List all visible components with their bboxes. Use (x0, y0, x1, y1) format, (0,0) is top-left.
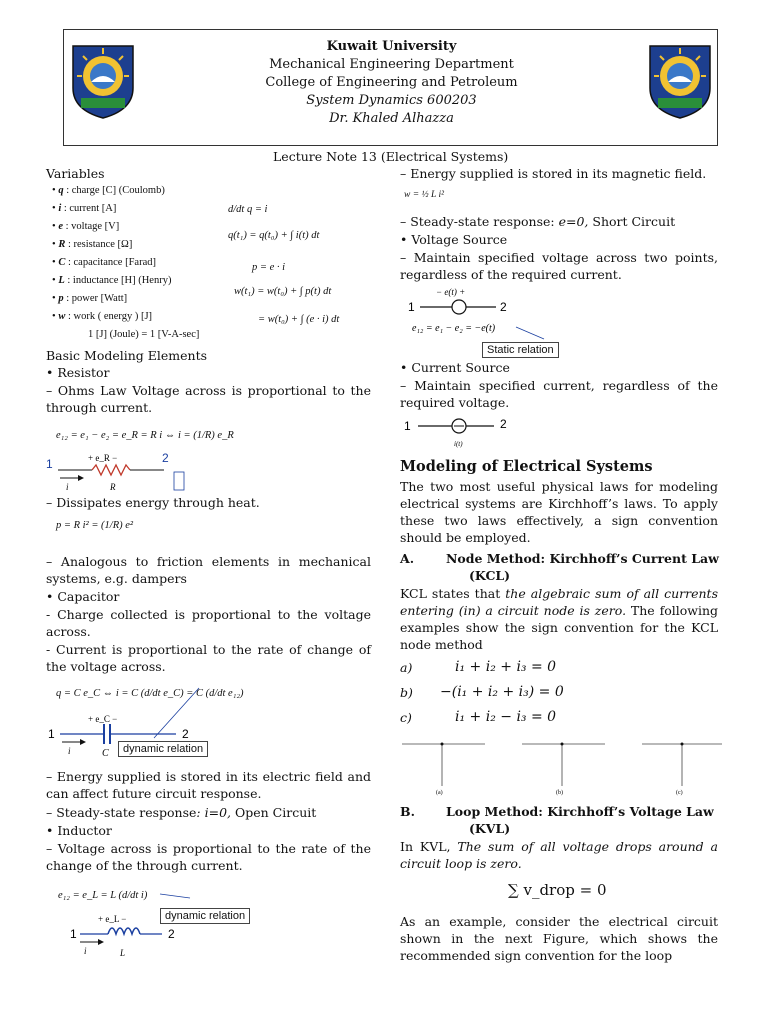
node-1-label: 1 (70, 927, 77, 941)
static-relation-label: Static relation (482, 342, 559, 358)
dynamic-relation-label: dynamic relation (160, 908, 250, 924)
modeling-heading: Modeling of Electrical Systems (400, 458, 653, 475)
dissipates-text: – Dissipates energy through heat. (46, 495, 260, 510)
variable-item: • L : inductance [H] (Henry) (52, 275, 172, 286)
current-proportional-text: - Current is proportional to the rate of change of the voltage across. (46, 642, 371, 674)
resistor-heading: • Resistor (46, 365, 110, 380)
steady-state-inductor: – Steady-state response: e=0, Short Circuit (400, 214, 676, 229)
voltage-source-heading: • Voltage Source (400, 232, 508, 247)
node-diagram-a (402, 743, 485, 797)
inductor-equation: e₁₂ = e_L = L (d/dt i) (58, 890, 148, 901)
department-name: Mechanical Engineering Department (269, 57, 514, 72)
resistor-voltage-label: + e_R − (88, 453, 118, 463)
kvl-paragraph: In KVL, The sum of all voltage drops around a circuit loop is zero. (400, 839, 718, 871)
voltage-source-label: − e(t) + (436, 287, 466, 297)
node-2-label: 2 (500, 300, 507, 314)
variable-item: • q : charge [C] (Coulomb) (52, 185, 165, 196)
node-2-label: 2 (182, 727, 189, 741)
kvl-equation: ∑ v_drop = 0 (508, 881, 607, 899)
variables-heading: Variables (46, 166, 105, 181)
inductor-energy-equation: w = ½ L i² (404, 190, 444, 200)
variable-item: • i : current [A] (52, 203, 117, 214)
resistor-diagram (44, 450, 194, 495)
charge-derivative-equation: d/dt q = i (228, 204, 268, 215)
current-source-label: i(t) (454, 440, 463, 448)
node-2-label: 2 (168, 927, 175, 941)
kcl-label-c: c) (400, 710, 412, 725)
college-name: College of Engineering and Petroleum (265, 75, 518, 90)
kcl-paragraph: KCL states that the algebraic sum of all currents entering (in) a circuit node is zero. The following examples show the sign convention for the KCL node method (400, 586, 718, 652)
resistor-label: R (110, 482, 116, 492)
work-ei-equation: = w(t₀) + ∫ (e · i) dt (258, 314, 340, 325)
energy-magnetic-text: – Energy supplied is stored in its magnetic field. (400, 166, 707, 181)
power-equation: p = e · i (252, 262, 286, 273)
current-source-description: – Maintain specified current, regardless of the required voltage. (400, 378, 718, 410)
inductor-heading: • Inductor (46, 823, 112, 838)
voltage-source-description: – Maintain specified voltage across two points, regardless of the required current. (400, 250, 718, 282)
voltage-source-equation: e₁₂ = e₁ − e₂ = −e(t) (412, 323, 496, 334)
course-name: System Dynamics 600203 (306, 93, 477, 108)
current-label: i (66, 482, 69, 492)
capacitor-label: C (102, 748, 109, 759)
section-b-title: Loop Method: Kirchhoff’s Voltage Law (446, 804, 714, 819)
section-b-title-cont: (KVL) (469, 821, 511, 836)
resistor-equation: e₁₂ = e₁ − e₂ = e_R = R i ⇔ i = (1/R) e_R (56, 430, 234, 441)
work-integral-equation: w(t₁) = w(t₀) + ∫ p(t) dt (234, 286, 332, 297)
kcl-equation-b: −(i₁ + i₂ + i₃) = 0 (440, 684, 564, 700)
basic-elements-heading: Basic Modeling Elements (46, 348, 208, 363)
current-source-heading: • Current Source (400, 360, 510, 375)
voltage-proportional-text: – Voltage across is proportional to the rate of the change of the through current. (46, 841, 371, 873)
section-a-title-cont: (KCL) (469, 568, 511, 583)
node-diagram-b (522, 743, 605, 797)
inductor-label: L (120, 948, 126, 958)
kcl-label-a: a) (400, 660, 413, 675)
node-1-label: 1 (404, 419, 411, 433)
analogous-text: – Analogous to friction elements in mechanical systems, e.g. dampers (46, 554, 371, 586)
steady-state-capacitor: – Steady-state response: i=0, Open Circuit (46, 805, 317, 820)
dynamic-relation-label: dynamic relation (118, 741, 208, 757)
instructor-name: Dr. Khaled Alhazza (329, 111, 454, 126)
variable-item: • e : voltage [V] (52, 221, 120, 232)
joule-note: 1 [J] (Joule) = 1 [V-A-sec] (88, 329, 200, 340)
energy-electric-text: – Energy supplied is stored in its electric field and can affect future circuit response. (46, 769, 371, 801)
section-a-letter: A. (400, 551, 415, 566)
section-a-title: Node Method: Kirchhoff’s Current Law (446, 551, 719, 566)
kcl-equation-a: i₁ + i₂ + i₃ = 0 (455, 659, 557, 675)
inductor-voltage-label: + e_L − (98, 914, 127, 924)
variable-item: • p : power [Watt] (52, 293, 128, 304)
current-label: i (84, 946, 87, 956)
resistor-power-equation: p = R i² = (1/R) e² (56, 520, 134, 531)
node-1-label: 1 (46, 457, 53, 471)
section-b-letter: B. (400, 804, 415, 819)
lecture-title: Lecture Note 13 (Electrical Systems) (273, 149, 509, 164)
svg-text:(b): (b) (556, 790, 563, 796)
node-2-label: 2 (500, 417, 507, 431)
example-paragraph: As an example, consider the electrical circuit shown in the next Figure, which shows the recommended sign convention for the loop (400, 914, 718, 963)
node-1-label: 1 (408, 300, 415, 314)
variable-item: • w : work ( energy ) [J] (52, 311, 153, 322)
capacitor-heading: • Capacitor (46, 589, 120, 604)
svg-text:(c): (c) (676, 790, 683, 796)
kcl-equation-c: i₁ + i₂ − i₃ = 0 (455, 709, 557, 725)
node-diagram-c (642, 743, 722, 797)
charge-integral-equation: q(t₁) = q(t₀) + ∫ i(t) dt (228, 230, 320, 241)
variable-item: • C : capacitance [Farad] (52, 257, 156, 268)
capacitor-voltage-label: + e_C − (88, 714, 118, 724)
current-source-diagram (396, 412, 536, 452)
kcl-label-b: b) (400, 685, 413, 700)
current-label: i (68, 746, 71, 756)
university-name: Kuwait University (326, 39, 457, 54)
capacitor-equation: q = C e_C ⇔ i = C (d/dt e_C) = C (d/dt e₁₂) (56, 688, 244, 699)
svg-text:(a): (a) (436, 790, 443, 796)
node-2-label: 2 (162, 451, 169, 465)
charge-collected-text: - Charge collected is proportional to the voltage across. (46, 607, 371, 639)
modeling-paragraph: The two most useful physical laws for modeling electrical systems are Kirchhoff’s laws. To apply these two laws effectively, a sign convention should be employed. (400, 479, 718, 545)
variable-item: • R : resistance [Ω] (52, 239, 133, 250)
node-1-label: 1 (48, 727, 55, 741)
document-header (63, 29, 718, 146)
kcl-node-diagrams (400, 730, 725, 800)
ohms-law-text: – Ohms Law Voltage across is proportional to the through current. (46, 383, 371, 415)
